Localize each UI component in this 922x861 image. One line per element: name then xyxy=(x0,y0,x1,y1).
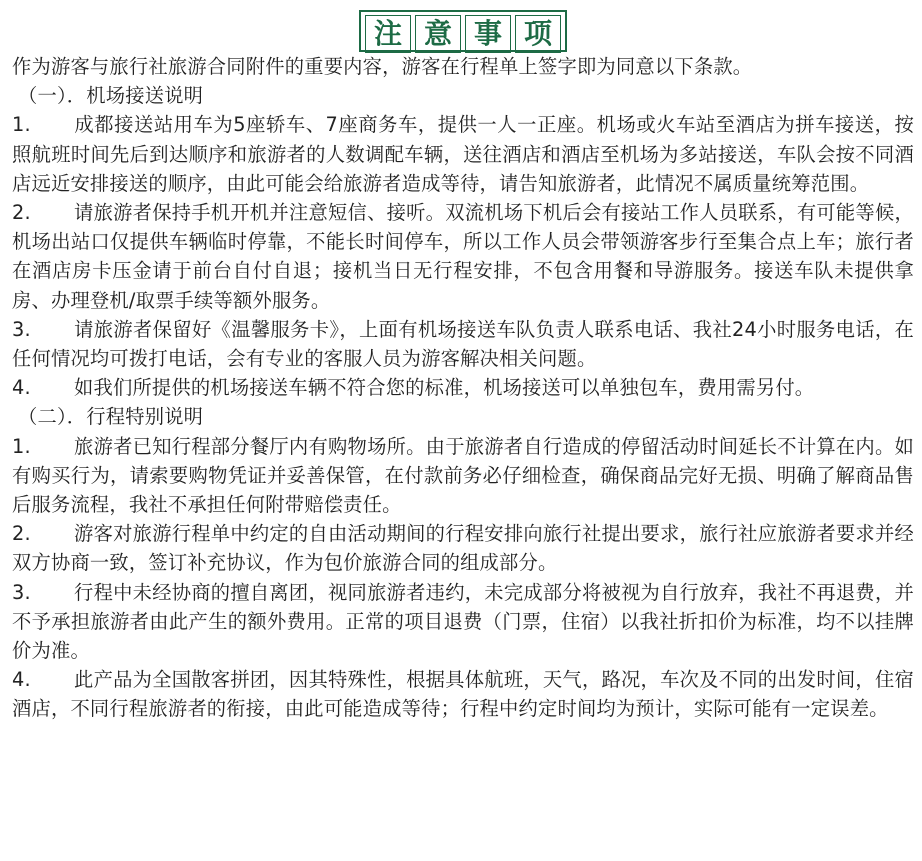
item-number: 1. xyxy=(12,113,31,137)
title-char: 意 xyxy=(415,15,461,53)
item-number: 3. xyxy=(12,317,31,341)
list-item xyxy=(12,373,914,402)
item-text: 成都接送站用车为5座轿车、7座商务车，提供一人一正座。机场或火车站至酒店为拼车接送，按照航班时间先后到达顺序和旅游者的人数调配车辆，送往酒店和酒店至机场为多站接送，车队会按不同酒店远近安排接送的顺序，由此可能会给旅游者造成等待，请告知旅游者，此情况不属质量统筹范围。 xyxy=(12,113,914,195)
item-number: 1. xyxy=(12,434,31,458)
item-number: 2. xyxy=(12,522,31,546)
title-char: 事 xyxy=(465,15,511,53)
item-number: 3. xyxy=(12,580,31,604)
list-item xyxy=(12,110,914,198)
item-text: 如我们所提供的机场接送车辆不符合您的标准，机场接送可以单独包车，费用需另付。 xyxy=(74,376,815,400)
title-char: 项 xyxy=(515,15,561,53)
section-heading-airport: （一）．机场接送说明 xyxy=(18,84,204,108)
list-item xyxy=(12,432,914,520)
item-number: 4. xyxy=(12,668,31,692)
item-number: 4. xyxy=(12,376,31,400)
list-item xyxy=(12,578,914,666)
list-item xyxy=(12,519,914,577)
list-item xyxy=(12,665,914,723)
notice-content xyxy=(12,52,914,724)
item-text: 请旅游者保留好《温馨服务卡》，上面有机场接送车队负责人联系电话、我社24小时服务电话，在任何情况均可拨打电话，会有专业的客服人员为游客解决相关问题。 xyxy=(12,317,914,371)
page-title xyxy=(359,10,567,52)
item-text: 请旅游者保持手机开机并注意短信、接听。双流机场下机后会有接站工作人员联系，有可能等候，机场出站口仅提供车辆临时停靠，不能长时间停车，所以工作人员会带领游客步行至集合点上车；旅行者在酒店房卡压金请于前台自付自退；接机当日无行程安排，不包含用餐和导游服务。接送车队未提供拿房、办理登机/取票手续等额外服务。 xyxy=(12,201,914,312)
item-text: 旅游者已知行程部分餐厅内有购物场所。由于旅游者自行造成的停留活动时间延长不计算在内。如有购买行为，请索要购物凭证并妥善保管，在付款前务必仔细检查，确保商品完好无损、明确了解商品售后服务流程，我社不承担任何附带赔偿责任。 xyxy=(12,434,914,517)
item-text: 行程中未经协商的擅自离团，视同旅游者违约，未完成部分将被视为自行放弃，我社不再退费，并不予承担旅游者由此产生的额外费用。正常的项目退费（门票，住宿）以我社折扣价为标准，均不以挂牌价为准。 xyxy=(12,580,914,663)
item-text: 此产品为全国散客拼团，因其特殊性，根据具体航班，天气，路况，车次及不同的出发时间，住宿酒店，不同行程旅游者的衔接，由此可能造成等待；行程中约定时间均为预计，实际可能有一定误差。 xyxy=(12,668,914,721)
intro-text: 作为游客与旅行社旅游合同附件的重要内容，游客在行程单上签字即为同意以下条款。 xyxy=(12,55,753,78)
title-char: 注 xyxy=(365,15,411,53)
section-heading-itinerary: （二）．行程特别说明 xyxy=(18,405,204,429)
title-wrap xyxy=(12,0,914,52)
list-item xyxy=(12,198,914,315)
list-item xyxy=(12,315,914,373)
item-number: 2. xyxy=(12,201,31,225)
item-text: 游客对旅游行程单中约定的自由活动期间的行程安排向旅行社提出要求，旅行社应旅游者要求并经双方协商一致，签订补充协议，作为包价旅游合同的组成部分。 xyxy=(12,522,914,575)
